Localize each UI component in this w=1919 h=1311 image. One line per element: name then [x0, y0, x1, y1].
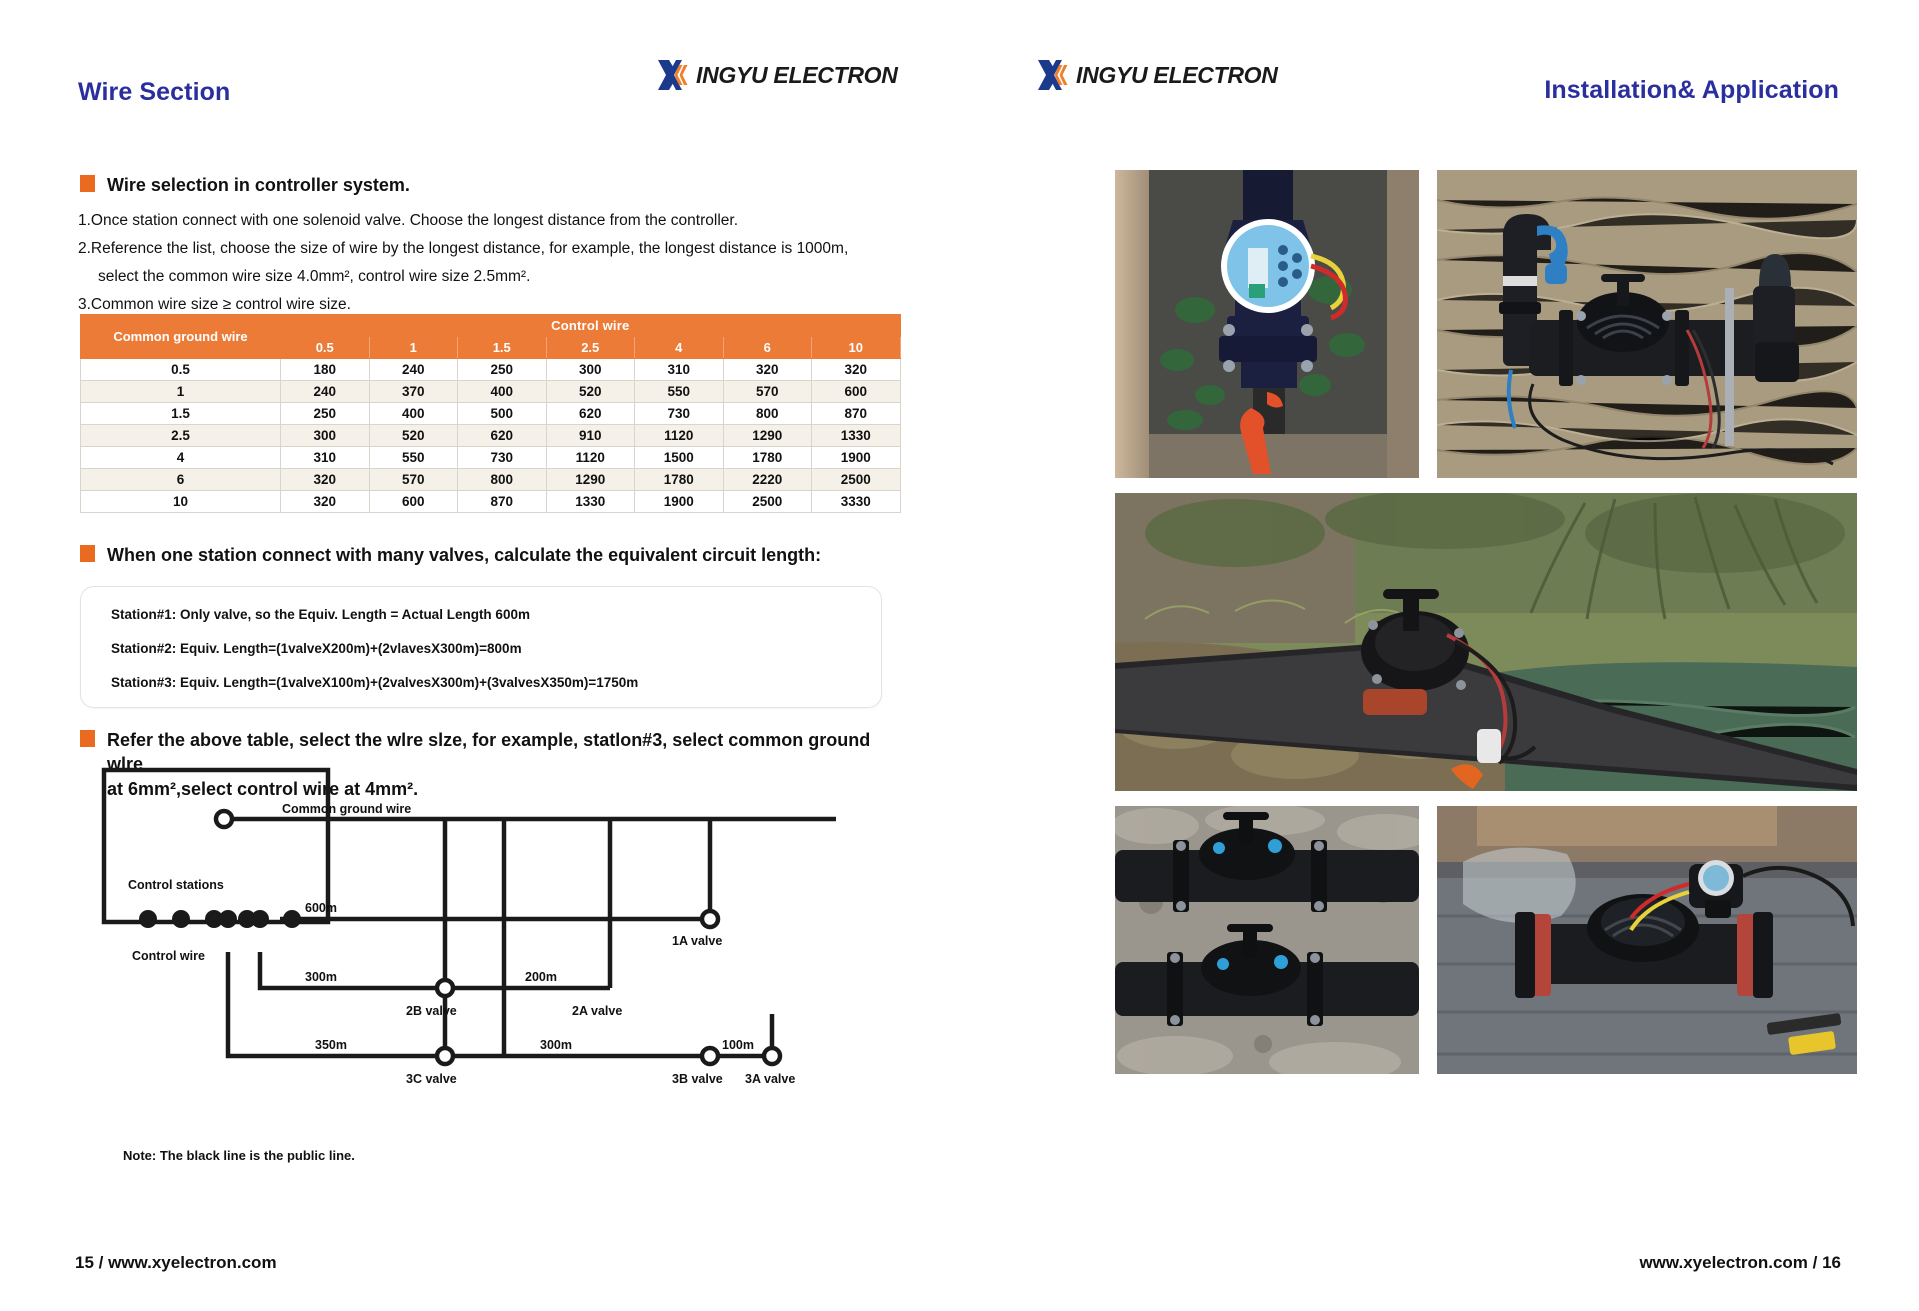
cell: 1900 — [635, 491, 724, 513]
table-row — [81, 359, 901, 381]
cell: 800 — [723, 403, 812, 425]
cell: 1780 — [635, 469, 724, 491]
photo-controller-valve-in-box — [1115, 170, 1419, 478]
orange-square-bullet-icon — [80, 545, 95, 562]
common-ground-terminal — [216, 811, 232, 827]
cell: 320 — [812, 359, 901, 381]
label-valve-2b: 2B valve — [406, 1004, 457, 1018]
section-heading-text: When one station connect with many valves, calculate the equivalent circuit length: — [107, 545, 822, 565]
page-title-left: Wire Section — [78, 78, 231, 106]
orange-square-bullet-icon — [80, 175, 95, 192]
cell: 3330 — [812, 491, 901, 513]
valve-node-1a — [702, 911, 718, 927]
table-row — [81, 403, 901, 425]
col-head-6: 10 — [812, 337, 901, 359]
cell: 550 — [635, 381, 724, 403]
cell: 1120 — [635, 425, 724, 447]
cell: 310 — [635, 359, 724, 381]
section-heading-equivalent-length — [80, 543, 960, 567]
wiring-schematic-diagram — [100, 766, 940, 1106]
refer-line-2: at 6mm²,select control wire at 4mm². — [107, 778, 419, 799]
label-length-350m: 350m — [315, 1038, 347, 1052]
col-head-0: 0.5 — [281, 337, 370, 359]
equation-station-1: Station#1: Only valve, so the Equiv. Length = Actual Length 600m — [111, 607, 530, 622]
photo-3-graphic — [1115, 493, 1857, 791]
cell: 520 — [546, 381, 635, 403]
photo-pipeline-valve-outdoor — [1115, 493, 1857, 791]
cell: 250 — [281, 403, 370, 425]
cell: 1900 — [812, 447, 901, 469]
cell: 620 — [546, 403, 635, 425]
brand-logo-text: INGYU ELECTRON — [696, 61, 898, 88]
equation-station-2: Station#2: Equiv. Length=(1valveX200m)+(2vlavesX300m)=800m — [111, 641, 522, 656]
step-1: 1.Once station connect with one solenoid valve. Choose the longest distance from the controller. — [78, 212, 738, 229]
cell: 500 — [458, 403, 547, 425]
table-header-row-group — [81, 315, 901, 337]
valve-node-3a — [764, 1048, 780, 1064]
cell: 320 — [281, 469, 370, 491]
row-label: 0.5 — [81, 359, 281, 381]
table-row — [81, 469, 901, 491]
label-length-300m-a: 300m — [305, 970, 337, 984]
cell: 1500 — [635, 447, 724, 469]
cell: 620 — [458, 425, 547, 447]
brand-logo-text: INGYU ELECTRON — [1076, 61, 1278, 88]
cell: 520 — [369, 425, 458, 447]
label-valve-3a: 3A valve — [745, 1072, 796, 1086]
cell: 400 — [369, 403, 458, 425]
step-2-continued: select the common wire size 4.0mm², control wire size 2.5mm². — [98, 268, 531, 285]
valve-node-3c — [437, 1048, 453, 1064]
row-label: 2.5 — [81, 425, 281, 447]
cell: 600 — [369, 491, 458, 513]
photo-1-graphic — [1115, 170, 1419, 478]
orange-square-bullet-icon — [80, 730, 95, 747]
cell: 870 — [812, 403, 901, 425]
label-length-200m: 200m — [525, 970, 557, 984]
photo-5-graphic — [1437, 806, 1857, 1074]
label-valve-1a: 1A valve — [672, 934, 723, 948]
controller-box-outline — [104, 770, 328, 922]
section-heading-text: Wire selection in controller system. — [107, 175, 410, 195]
step-3: 3.Common wire size ≥ control wire size. — [78, 296, 351, 313]
cell: 180 — [281, 359, 370, 381]
cell: 320 — [281, 491, 370, 513]
label-valve-3b: 3B valve — [672, 1072, 723, 1086]
wire-size-table-wrapper — [80, 314, 900, 513]
section-heading-wire-selection — [80, 173, 410, 197]
cell: 730 — [458, 447, 547, 469]
col-head-1: 1 — [369, 337, 458, 359]
page-header — [0, 0, 1919, 118]
label-length-300m-b: 300m — [540, 1038, 572, 1052]
table-row — [81, 447, 901, 469]
page-title-right: Installation& Application — [1544, 76, 1839, 104]
footer-right: www.xyelectron.com / 16 — [1639, 1253, 1841, 1272]
cell: 250 — [458, 359, 547, 381]
cell: 1290 — [723, 425, 812, 447]
cell: 1330 — [546, 491, 635, 513]
row-label: 6 — [81, 469, 281, 491]
equation-station-3: Station#3: Equiv. Length=(1valveX100m)+(2valvesX300m)+(3valvesX350m)=1750m — [111, 675, 639, 690]
wire-selection-steps — [78, 210, 978, 322]
col-head-3: 2.5 — [546, 337, 635, 359]
label-length-100m: 100m — [722, 1038, 754, 1052]
xingyu-x-icon — [655, 56, 693, 94]
label-control-wire: Control wire — [132, 949, 205, 963]
cell: 310 — [281, 447, 370, 469]
cell: 300 — [281, 425, 370, 447]
refer-line-1: Refer the above table, select the wlre slze, for example, statlon#3, select common ground wlre — [107, 730, 871, 775]
label-valve-2a: 2A valve — [572, 1004, 623, 1018]
row-label: 4 — [81, 447, 281, 469]
label-control-stations: Control stations — [128, 878, 224, 892]
cell: 400 — [458, 381, 547, 403]
diagram-note: Note: The black line is the public line. — [123, 1148, 355, 1163]
cell: 910 — [546, 425, 635, 447]
photo-valve-assembly-field — [1437, 170, 1857, 478]
cell: 2220 — [723, 469, 812, 491]
table-corner-label: Common ground wire — [81, 315, 281, 359]
valve-node-3b — [702, 1048, 718, 1064]
cell: 600 — [812, 381, 901, 403]
photo-valve-with-controller-bench — [1437, 806, 1857, 1074]
wiring-schematic-svg — [100, 766, 940, 1106]
label-length-600m: 600m — [305, 901, 337, 915]
cell: 550 — [369, 447, 458, 469]
col-head-5: 6 — [723, 337, 812, 359]
cell: 370 — [369, 381, 458, 403]
control-station-terminals — [139, 910, 256, 928]
equation-callout-box — [80, 586, 882, 708]
brand-logo-right — [1035, 56, 1278, 94]
label-common-ground-wire: Common ground wire — [282, 802, 412, 816]
cell: 1120 — [546, 447, 635, 469]
cell: 730 — [635, 403, 724, 425]
row-label: 1 — [81, 381, 281, 403]
cell: 800 — [458, 469, 547, 491]
wire-size-table — [80, 314, 901, 513]
step-2: 2.Reference the list, choose the size of wire by the longest distance, for example, the longest distance is 1000m, — [78, 240, 849, 257]
label-valve-3c: 3C valve — [406, 1072, 457, 1086]
header-divider-rule — [58, 110, 1864, 117]
brand-logo-left — [655, 56, 898, 94]
cell: 1330 — [812, 425, 901, 447]
cell: 320 — [723, 359, 812, 381]
col-head-4: 4 — [635, 337, 724, 359]
table-row — [81, 381, 901, 403]
cell: 1780 — [723, 447, 812, 469]
row-label: 10 — [81, 491, 281, 513]
valve-node-2b — [437, 980, 453, 996]
cell: 240 — [281, 381, 370, 403]
col-head-2: 1.5 — [458, 337, 547, 359]
cell: 300 — [546, 359, 635, 381]
photo-gallery — [1115, 170, 1875, 1190]
table-row — [81, 491, 901, 513]
left-content-column — [0, 118, 1090, 1218]
cell: 870 — [458, 491, 547, 513]
xingyu-x-icon — [1035, 56, 1073, 94]
cell: 570 — [723, 381, 812, 403]
table-row — [81, 425, 901, 447]
photo-flange-valves-pair — [1115, 806, 1419, 1074]
cell: 240 — [369, 359, 458, 381]
photo-2-graphic — [1437, 170, 1857, 478]
photo-4-graphic — [1115, 806, 1419, 1074]
row-label: 1.5 — [81, 403, 281, 425]
cell: 2500 — [723, 491, 812, 513]
table-group-header: Control wire — [281, 315, 901, 337]
cell: 2500 — [812, 469, 901, 491]
cell: 570 — [369, 469, 458, 491]
cell: 1290 — [546, 469, 635, 491]
footer-left: 15 / www.xyelectron.com — [75, 1253, 277, 1272]
